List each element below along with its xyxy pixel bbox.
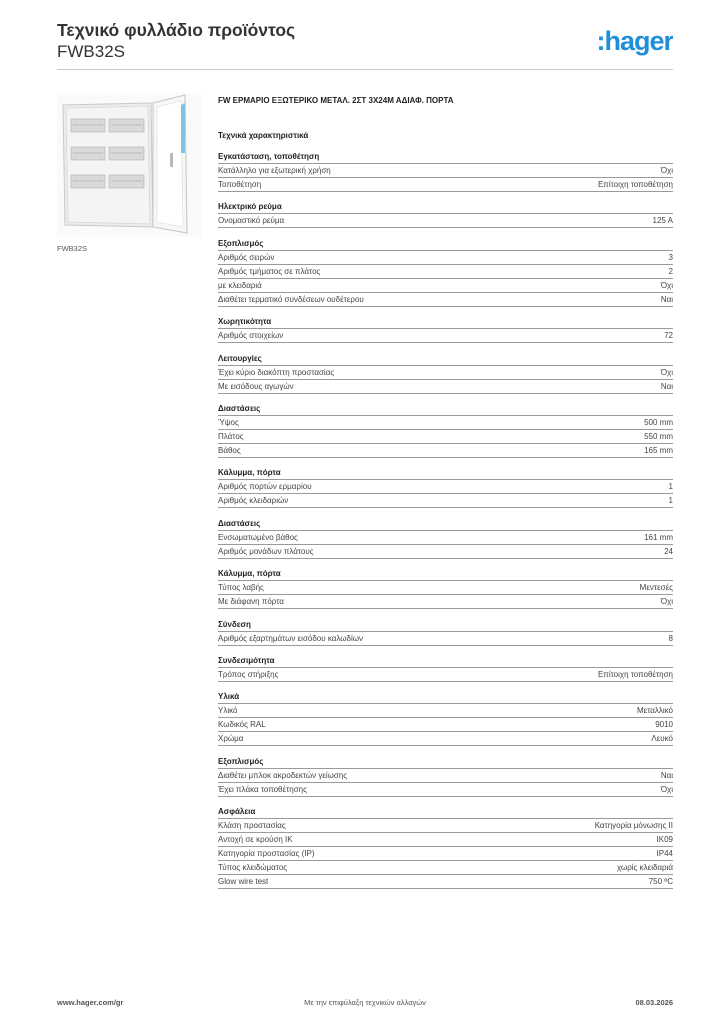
spec-value: Κατηγορία μόνωσης II bbox=[594, 821, 673, 831]
spec-row bbox=[218, 875, 673, 889]
section-title: Λειτουργίες bbox=[218, 352, 673, 366]
spec-label: Αριθμός πορτών ερμαρίου bbox=[218, 482, 312, 492]
spec-value: 3 bbox=[668, 252, 673, 262]
spec-label: Με εισόδους αγωγών bbox=[218, 381, 294, 391]
spec-value: 2 bbox=[668, 266, 673, 276]
section-title: Εξοπλισμός bbox=[218, 755, 673, 769]
spec-value: Όχι bbox=[660, 367, 673, 377]
spec-section bbox=[218, 805, 673, 889]
spec-label: Ύψος bbox=[218, 417, 239, 427]
spec-label: Έχει κύριο διακόπτη προστασίας bbox=[218, 367, 335, 377]
spec-value: Όχι bbox=[660, 784, 673, 794]
section-title: Υλικά bbox=[218, 690, 673, 704]
spec-row bbox=[218, 819, 673, 833]
spec-row bbox=[218, 444, 673, 458]
spec-row bbox=[218, 214, 673, 228]
spec-row bbox=[218, 847, 673, 861]
section-title: Κάλυμμα, πόρτα bbox=[218, 567, 673, 581]
spec-section bbox=[218, 567, 673, 609]
spec-section bbox=[218, 517, 673, 559]
spec-value: Λευκό bbox=[651, 734, 673, 744]
spec-value: 1 bbox=[668, 482, 673, 492]
spec-value: 750 ºC bbox=[648, 877, 673, 887]
spec-value: Ναι bbox=[660, 294, 673, 304]
spec-label: Glow wire test bbox=[218, 877, 269, 887]
spec-label: Βάθος bbox=[218, 445, 241, 455]
spec-label: Αριθμός σειρών bbox=[218, 252, 275, 262]
spec-content bbox=[218, 94, 673, 897]
spec-label: Αριθμός στοιχείων bbox=[218, 331, 284, 341]
spec-section bbox=[218, 402, 673, 458]
spec-row bbox=[218, 769, 673, 783]
spec-value: Επίτοιχη τοποθέτηση bbox=[597, 180, 673, 189]
spec-value: Ναι bbox=[660, 770, 673, 780]
section-title: Εγκατάσταση, τοποθέτηση bbox=[218, 150, 673, 164]
image-caption: FWB32S bbox=[57, 244, 88, 253]
spec-label: Αριθμός εξαρτημάτων εισόδου καλωδίων bbox=[218, 633, 363, 643]
section-title: Ασφάλεια bbox=[218, 805, 673, 819]
spec-row bbox=[218, 164, 673, 178]
spec-row bbox=[218, 632, 673, 646]
svg-text::hager: :hager bbox=[596, 26, 673, 56]
section-title: Χωρητικότητα bbox=[218, 315, 673, 329]
page-footer bbox=[57, 998, 673, 1010]
header-divider bbox=[57, 69, 673, 70]
spec-section bbox=[218, 466, 673, 508]
spec-label: Τύπος κλειδώματος bbox=[218, 863, 288, 873]
spec-row bbox=[218, 416, 673, 430]
spec-value: IP44 bbox=[656, 849, 673, 859]
spec-value: Μεταλλικό bbox=[636, 706, 673, 716]
spec-label: Διαθέτει τερματικό συνδέσεων ουδέτερου bbox=[218, 294, 364, 304]
section-title: Εξοπλισμός bbox=[218, 237, 673, 251]
spec-row bbox=[218, 783, 673, 797]
spec-row bbox=[218, 251, 673, 265]
spec-label: Ενσωματωμένο βάθος bbox=[218, 532, 298, 542]
spec-value: 125 A bbox=[652, 216, 673, 226]
spec-row bbox=[218, 833, 673, 847]
page-header bbox=[57, 20, 673, 70]
spec-section bbox=[218, 690, 673, 746]
spec-row bbox=[218, 581, 673, 595]
spec-row bbox=[218, 380, 673, 394]
tech-specs-heading: Τεχνικά χαρακτηριστικά bbox=[218, 131, 309, 140]
spec-value: Επίτοιχη τοποθέτηση bbox=[597, 669, 673, 679]
spec-label: Αντοχή σε κρούση IK bbox=[218, 835, 293, 845]
spec-label: Κατηγορία προστασίας (IP) bbox=[218, 849, 315, 859]
spec-row bbox=[218, 668, 673, 682]
section-title: Συνδεσιμότητα bbox=[218, 654, 673, 668]
spec-section bbox=[218, 654, 673, 682]
spec-label: Τύπος λαβής bbox=[218, 583, 264, 593]
spec-label: Διαθέτει μπλοκ ακροδεκτών γείωσης bbox=[218, 770, 348, 780]
footer-date: 08.03.2026 bbox=[635, 998, 673, 1007]
spec-value: Μεντεσές bbox=[639, 583, 673, 593]
spec-label: Ονομαστικό ρεύμα bbox=[218, 216, 285, 226]
spec-label: Έχει πλάκα τοποθέτησης bbox=[218, 784, 307, 794]
spec-label: Κωδικός RAL bbox=[218, 720, 266, 730]
spec-section bbox=[218, 200, 673, 228]
spec-value: 161 mm bbox=[644, 532, 673, 542]
spec-label: Κλάση προστασίας bbox=[218, 821, 286, 831]
spec-section bbox=[218, 237, 673, 307]
spec-value: 9010 bbox=[655, 720, 673, 730]
spec-section bbox=[218, 315, 673, 343]
spec-label: Με διάφανη πόρτα bbox=[218, 597, 284, 607]
spec-row bbox=[218, 279, 673, 293]
spec-value: Όχι bbox=[660, 166, 673, 175]
product-description: FW ΕΡΜΑΡΙΟ ΕΞΩΤΕΡΙΚΟ ΜΕΤΑΛ. 2ΣΤ 3Χ24Μ ΑΔΙΑΦ. ΠΟΡΤΑ bbox=[218, 96, 454, 105]
spec-value: Ναι bbox=[660, 381, 673, 391]
spec-label: με κλειδαριά bbox=[218, 280, 262, 290]
spec-value: 1 bbox=[668, 496, 673, 506]
product-image bbox=[57, 93, 202, 237]
spec-row bbox=[218, 329, 673, 343]
spec-row bbox=[218, 704, 673, 718]
spec-row bbox=[218, 861, 673, 875]
section-title: Ηλεκτρικό ρεύμα bbox=[218, 200, 673, 214]
spec-row bbox=[218, 545, 673, 559]
spec-value: 72 bbox=[664, 331, 673, 341]
spec-row bbox=[218, 480, 673, 494]
spec-value: 8 bbox=[668, 633, 673, 643]
spec-row bbox=[218, 265, 673, 279]
spec-row bbox=[218, 718, 673, 732]
spec-row bbox=[218, 293, 673, 307]
spec-value: 550 mm bbox=[644, 431, 673, 441]
product-code: FWB32S bbox=[57, 42, 126, 61]
section-title: Διαστάσεις bbox=[218, 402, 673, 416]
spec-value: 500 mm bbox=[644, 417, 673, 427]
page-title: Τεχνικό φυλλάδιο προϊόντος bbox=[57, 20, 296, 40]
spec-label: Κατάλληλο για εξωτερική χρήση bbox=[218, 166, 331, 175]
spec-sections bbox=[218, 150, 673, 889]
section-title: Διαστάσεις bbox=[218, 517, 673, 531]
spec-value: χωρίς κλειδαριά bbox=[616, 863, 673, 873]
footer-notice: Με την επιφύλαξη τεχνικών αλλαγών bbox=[304, 998, 426, 1007]
spec-label: Αριθμός κλειδαριών bbox=[218, 496, 289, 506]
spec-value: Όχι bbox=[660, 597, 673, 607]
hager-logo bbox=[583, 26, 673, 56]
spec-section bbox=[218, 150, 673, 192]
spec-row bbox=[218, 595, 673, 609]
spec-row bbox=[218, 732, 673, 746]
spec-row bbox=[218, 366, 673, 380]
spec-row bbox=[218, 430, 673, 444]
spec-label: Τρόπος στήριξης bbox=[218, 669, 279, 679]
spec-section bbox=[218, 618, 673, 646]
spec-label: Αριθμός τμήματος σε πλάτος bbox=[218, 266, 321, 276]
spec-label: Αριθμός μονάδων πλάτους bbox=[218, 546, 314, 556]
spec-value: IK09 bbox=[656, 835, 673, 845]
spec-label: Χρώμα bbox=[218, 734, 244, 744]
spec-value: 24 bbox=[664, 546, 673, 556]
spec-row bbox=[218, 531, 673, 545]
spec-row bbox=[218, 178, 673, 192]
spec-value: 165 mm bbox=[644, 445, 673, 455]
spec-label: Υλικό bbox=[218, 706, 238, 716]
spec-label: Τοποθέτηση bbox=[218, 180, 262, 189]
spec-section bbox=[218, 755, 673, 797]
section-title: Κάλυμμα, πόρτα bbox=[218, 466, 673, 480]
spec-section bbox=[218, 352, 673, 394]
spec-value: Όχι bbox=[660, 280, 673, 290]
section-title: Σύνδεση bbox=[218, 618, 673, 632]
footer-website: www.hager.com/gr bbox=[57, 998, 124, 1007]
spec-label: Πλάτος bbox=[218, 431, 244, 441]
spec-row bbox=[218, 494, 673, 508]
